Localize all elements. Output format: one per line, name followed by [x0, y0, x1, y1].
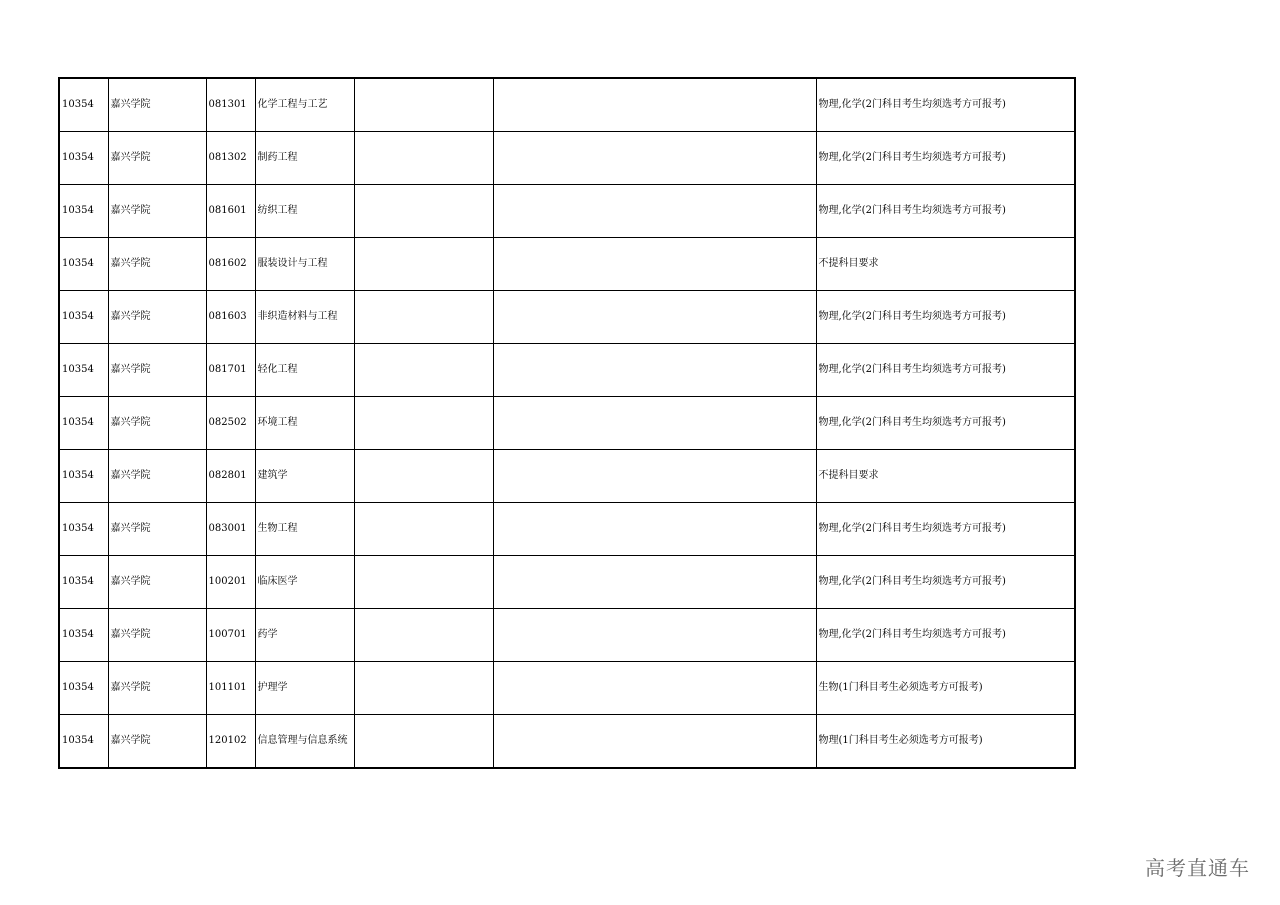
school-code-cell: 10354 [59, 185, 108, 238]
school-code-cell: 10354 [59, 238, 108, 291]
school-name-cell: 嘉兴学院 [108, 556, 206, 609]
subject-requirement-cell: 物理,化学(2门科目考生均须选考方可报考) [816, 556, 1075, 609]
subject-requirement-cell: 物理,化学(2门科目考生均须选考方可报考) [816, 397, 1075, 450]
blank-cell [354, 662, 493, 715]
table-row [59, 556, 1075, 609]
school-name-cell: 嘉兴学院 [108, 609, 206, 662]
subject-requirement-cell: 生物(1门科目考生必须选考方可报考) [816, 662, 1075, 715]
table-row [59, 397, 1075, 450]
blank-cell [493, 450, 816, 503]
school-code-cell: 10354 [59, 450, 108, 503]
school-code-cell: 10354 [59, 609, 108, 662]
blank-cell [493, 715, 816, 769]
school-name-cell: 嘉兴学院 [108, 291, 206, 344]
school-code-cell: 10354 [59, 556, 108, 609]
subject-requirement-cell: 不提科目要求 [816, 450, 1075, 503]
major-name-cell: 信息管理与信息系统 [255, 715, 354, 769]
blank-cell [493, 238, 816, 291]
major-code-cell: 083001 [206, 503, 255, 556]
school-code-cell: 10354 [59, 78, 108, 132]
school-name-cell: 嘉兴学院 [108, 450, 206, 503]
school-code-cell: 10354 [59, 715, 108, 769]
blank-cell [493, 503, 816, 556]
blank-cell [354, 609, 493, 662]
blank-cell [354, 450, 493, 503]
blank-cell [354, 185, 493, 238]
table-row [59, 503, 1075, 556]
major-name-cell: 非织造材料与工程 [255, 291, 354, 344]
table-row [59, 132, 1075, 185]
school-name-cell: 嘉兴学院 [108, 344, 206, 397]
school-code-cell: 10354 [59, 662, 108, 715]
major-name-cell: 制药工程 [255, 132, 354, 185]
blank-cell [493, 556, 816, 609]
blank-cell [493, 78, 816, 132]
table-row [59, 715, 1075, 769]
major-code-cell: 082801 [206, 450, 255, 503]
subject-requirement-cell: 物理,化学(2门科目考生均须选考方可报考) [816, 132, 1075, 185]
blank-cell [493, 132, 816, 185]
table-row [59, 185, 1075, 238]
major-name-cell: 轻化工程 [255, 344, 354, 397]
school-name-cell: 嘉兴学院 [108, 503, 206, 556]
school-code-cell: 10354 [59, 132, 108, 185]
major-code-cell: 081302 [206, 132, 255, 185]
major-name-cell: 环境工程 [255, 397, 354, 450]
subject-requirement-cell: 物理,化学(2门科目考生均须选考方可报考) [816, 503, 1075, 556]
blank-cell [354, 556, 493, 609]
major-name-cell: 生物工程 [255, 503, 354, 556]
major-name-cell: 化学工程与工艺 [255, 78, 354, 132]
blank-cell [493, 662, 816, 715]
major-name-cell: 建筑学 [255, 450, 354, 503]
school-name-cell: 嘉兴学院 [108, 185, 206, 238]
subject-requirement-cell: 物理,化学(2门科目考生均须选考方可报考) [816, 185, 1075, 238]
blank-cell [493, 291, 816, 344]
school-name-cell: 嘉兴学院 [108, 238, 206, 291]
major-code-cell: 081603 [206, 291, 255, 344]
major-name-cell: 药学 [255, 609, 354, 662]
major-code-cell: 081601 [206, 185, 255, 238]
major-code-cell: 081602 [206, 238, 255, 291]
subject-requirement-cell: 物理,化学(2门科目考生均须选考方可报考) [816, 344, 1075, 397]
school-name-cell: 嘉兴学院 [108, 132, 206, 185]
school-code-cell: 10354 [59, 397, 108, 450]
major-code-cell: 100701 [206, 609, 255, 662]
major-code-cell: 082502 [206, 397, 255, 450]
table-row [59, 344, 1075, 397]
table-row [59, 609, 1075, 662]
table-row [59, 78, 1075, 132]
school-name-cell: 嘉兴学院 [108, 715, 206, 769]
blank-cell [354, 291, 493, 344]
subject-requirements-table [58, 77, 1076, 769]
school-name-cell: 嘉兴学院 [108, 78, 206, 132]
major-code-cell: 081301 [206, 78, 255, 132]
major-name-cell: 服装设计与工程 [255, 238, 354, 291]
school-name-cell: 嘉兴学院 [108, 397, 206, 450]
subject-requirement-cell: 物理(1门科目考生必须选考方可报考) [816, 715, 1075, 769]
major-name-cell: 纺织工程 [255, 185, 354, 238]
major-code-cell: 120102 [206, 715, 255, 769]
watermark-text: 高考直通车 [1145, 856, 1250, 880]
blank-cell [493, 344, 816, 397]
blank-cell [354, 132, 493, 185]
subject-requirement-cell: 物理,化学(2门科目考生均须选考方可报考) [816, 609, 1075, 662]
table-body [59, 78, 1075, 768]
major-name-cell: 临床医学 [255, 556, 354, 609]
subject-requirement-cell: 物理,化学(2门科目考生均须选考方可报考) [816, 78, 1075, 132]
table-row [59, 238, 1075, 291]
blank-cell [493, 397, 816, 450]
school-name-cell: 嘉兴学院 [108, 662, 206, 715]
blank-cell [354, 238, 493, 291]
blank-cell [493, 609, 816, 662]
subject-requirement-cell: 物理,化学(2门科目考生均须选考方可报考) [816, 291, 1075, 344]
blank-cell [354, 503, 493, 556]
table-row [59, 291, 1075, 344]
major-code-cell: 101101 [206, 662, 255, 715]
major-name-cell: 护理学 [255, 662, 354, 715]
major-code-cell: 081701 [206, 344, 255, 397]
blank-cell [354, 715, 493, 769]
blank-cell [493, 185, 816, 238]
blank-cell [354, 78, 493, 132]
blank-cell [354, 344, 493, 397]
table-row [59, 662, 1075, 715]
school-code-cell: 10354 [59, 291, 108, 344]
blank-cell [354, 397, 493, 450]
school-code-cell: 10354 [59, 344, 108, 397]
table-row [59, 450, 1075, 503]
subject-requirement-cell: 不提科目要求 [816, 238, 1075, 291]
major-code-cell: 100201 [206, 556, 255, 609]
school-code-cell: 10354 [59, 503, 108, 556]
